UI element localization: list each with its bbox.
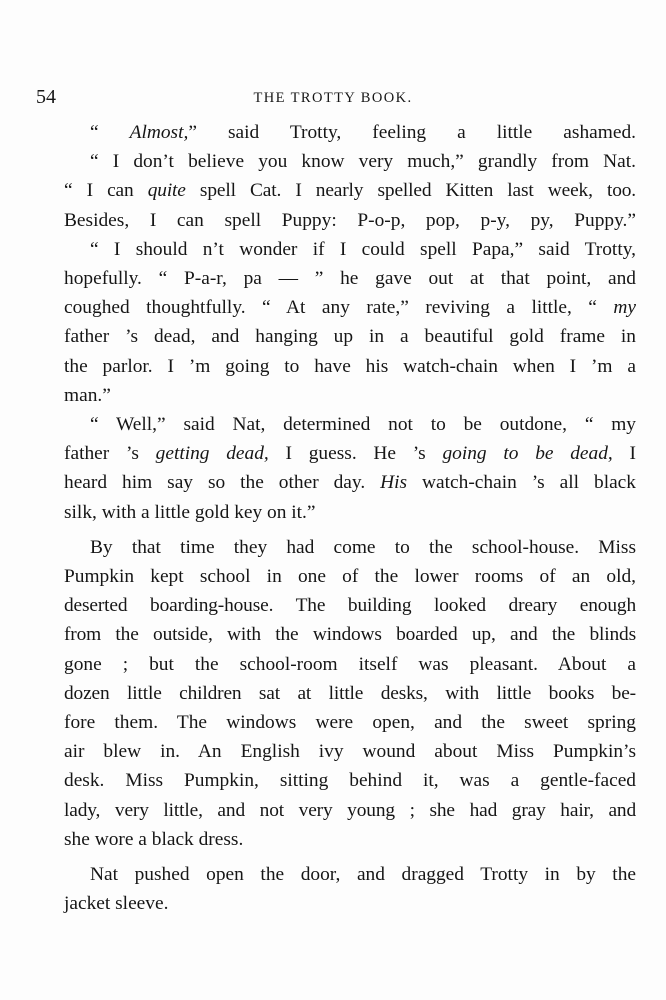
text-line: “ Well,” said Nat, determined not to be outdone, “ my <box>90 414 636 436</box>
text-line: Nat pushed open the door, and dragged Trotty in by the <box>90 864 636 886</box>
text-line: silk, with a little gold key on it.” <box>64 501 316 523</box>
text-line: “ I don’t believe you know very much,” grandly from Nat. <box>90 151 636 173</box>
text-line: man.” <box>64 384 111 406</box>
paragraph-5 <box>36 533 636 854</box>
text-line: jacket sleeve. <box>64 893 169 915</box>
emphasis-text: my <box>613 297 636 319</box>
emphasis-text: getting dead, <box>155 443 269 465</box>
paragraph-1 <box>36 118 636 147</box>
emphasis-text: going to be dead, <box>442 443 613 465</box>
text-line: Pumpkin kept school in one of the lower rooms of an old, <box>64 566 636 588</box>
text-line: lady, very little, and not very young ; she had gray hair, and <box>64 799 636 821</box>
text-line: coughed thoughtfully. “ At any rate,” reviving a little, “ my <box>64 297 636 319</box>
text-line: Besides, I can spell Puppy: P-o-p, pop, p-y, py, Puppy.” <box>64 209 636 231</box>
text-line: By that time they had come to the school-house. Miss <box>90 536 636 558</box>
text-line: gone ; but the school-room itself was pleasant. About a <box>64 653 636 675</box>
text-line: air blew in. An English ivy wound about Miss Pumpkin’s <box>64 741 636 763</box>
paragraph-4 <box>36 410 636 527</box>
running-head: THE TROTTY BOOK. <box>253 90 413 106</box>
emphasis-text: quite <box>147 180 186 202</box>
text-line: father ’s dead, and hanging up in a beautiful gold frame in <box>64 326 636 348</box>
body-text <box>36 118 636 918</box>
emphasis-text: His <box>380 472 408 494</box>
emphasis-text: Almost, <box>129 122 189 143</box>
text-line: fore them. The windows were open, and the sweet spring <box>64 712 636 734</box>
text-line: dozen little children sat at little desks, with little books be- <box>64 682 636 704</box>
text-line: father ’s getting dead, I guess. He ’s going to be dead, I <box>64 443 636 465</box>
text-line: deserted boarding-house. The building looked dreary enough <box>64 595 636 617</box>
text-line: desk. Miss Pumpkin, sitting behind it, was a gentle-faced <box>64 770 636 792</box>
text-line: she wore a black dress. <box>64 828 244 850</box>
text-line: the parlor. I ’m going to have his watch-chain when I ’m a <box>64 355 636 377</box>
page-header <box>36 86 630 112</box>
paragraph-2 <box>36 147 636 235</box>
text-line: from the outside, with the windows boarded up, and the blinds <box>64 624 636 646</box>
text-line: “ Almost,” said Trotty, feeling a little ashamed. <box>90 122 636 143</box>
paragraph-3 <box>36 235 636 410</box>
text-line: hopefully. “ P-a-r, pa — ” he gave out at that point, and <box>64 268 636 290</box>
text-line: “ I can quite spell Cat. I nearly spelled Kitten last week, too. <box>64 180 636 202</box>
text-line: heard him say so the other day. His watch-chain ’s all black <box>64 472 636 494</box>
paragraph-6 <box>36 860 636 918</box>
text-line: “ I should n’t wonder if I could spell Papa,” said Trotty, <box>90 238 636 260</box>
page-number: 54 <box>36 86 56 108</box>
